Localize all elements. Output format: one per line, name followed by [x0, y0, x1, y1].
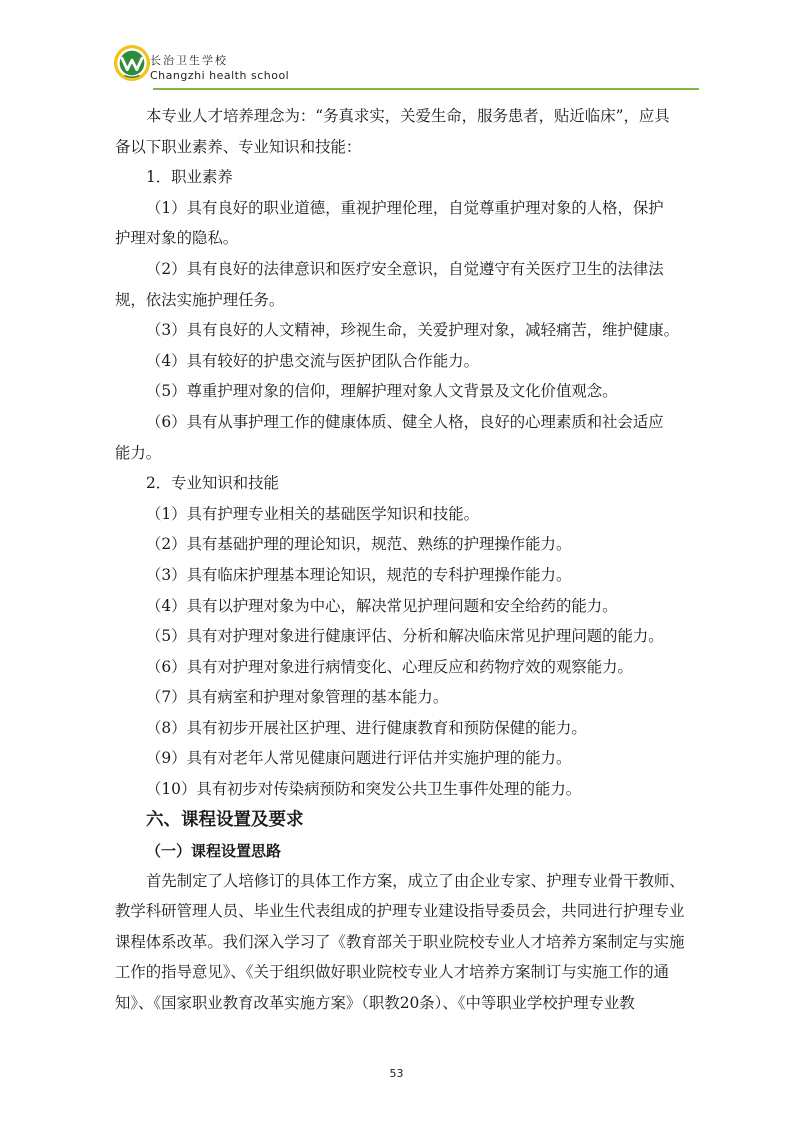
list-item: （2）具有良好的法律意识和医疗安全意识，自觉遵守有关医疗卫生的法律法 [146, 259, 664, 278]
list-item-continuation: 能力。 [115, 443, 162, 462]
paragraph-line: 工作的指导意见》、《关于组织做好职业院校专业人才培养方案制订与实施工作的通 [115, 963, 670, 982]
paragraph-line: 首先制定了人培修订的具体工作方案，成立了由企业专家、护理专业骨干教师、 [146, 871, 685, 890]
list-item: （5）具有对护理对象进行健康评估、分析和解决临床常见护理问题的能力。 [146, 627, 664, 646]
list-item: （8）具有初步开展社区护理、进行健康教育和预防保健的能力。 [146, 718, 587, 737]
paragraph-line: 教学科研管理人员、毕业生代表组成的护理专业建设指导委员会，共同进行护理专业 [115, 902, 685, 921]
school-name-chinese: 长治卫生学校 [150, 54, 228, 67]
list-item-continuation: 护理对象的隐私。 [115, 229, 239, 248]
list-item: （4）具有以护理对象为中心，解决常见护理问题和安全给药的能力。 [146, 596, 618, 615]
list-item: （5）尊重护理对象的信仰，理解护理对象人文背景及文化价值观念。 [146, 382, 618, 401]
list-item: （2）具有基础护理的理论知识，规范、熟练的护理操作能力。 [146, 535, 572, 554]
intro-line: 备以下职业素养、专业知识和技能： [115, 137, 362, 156]
paragraph-line: 课程体系改革。我们深入学习了《教育部关于职业院校专业人才培养方案制定与实施 [115, 932, 685, 951]
intro-line: 本专业人才培养理念为：“务真求实，关爱生命，服务患者，贴近临床”，应具 [146, 107, 670, 125]
list-item: （1）具有护理专业相关的基础医学知识和技能。 [146, 504, 479, 523]
list-item: （6）具有对护理对象进行病情变化、心理反应和药物疗效的观察能力。 [146, 657, 633, 676]
list-item: （9）具有对老年人常见健康问题进行评估并实施护理的能力。 [146, 749, 572, 768]
list-item: （1）具有良好的职业道德，重视护理伦理，自觉尊重护理对象的人格，保护 [146, 198, 664, 217]
school-logo-icon [113, 44, 151, 82]
list-item: （7）具有病室和护理对象管理的基本能力。 [146, 688, 449, 707]
list-item: （3）具有良好的人文精神，珍视生命，关爱护理对象，减轻痛苦，维护健康。 [146, 321, 680, 340]
header-divider [153, 88, 699, 90]
section-title-knowledge-skills: 2．专业知识和技能 [146, 474, 279, 493]
page-body [115, 101, 700, 1019]
page-number: 53 [389, 1067, 404, 1080]
section-title-professional-qualities: 1．职业素养 [146, 168, 233, 187]
list-item-continuation: 规，依法实施护理任务。 [115, 290, 285, 309]
chapter-heading: 六、课程设置及要求 [146, 809, 304, 830]
list-item: （4）具有较好的护患交流与医护团队合作能力。 [146, 351, 479, 370]
subsection-heading: （一）课程设置思路 [146, 841, 282, 860]
list-item: （6）具有从事护理工作的健康体质、健全人格，良好的心理素质和社会适应 [146, 412, 664, 431]
school-name-english: Changzhi health school [150, 69, 290, 82]
paragraph-line: 知》、《国家职业教育改革实施方案》（职教20条）、《中等职业学校护理专业教 [115, 994, 635, 1013]
page-header [113, 42, 699, 92]
list-item: （10）具有初步对传染病预防和突发公共卫生事件处理的能力。 [146, 780, 582, 799]
list-item: （3）具有临床护理基本理论知识，规范的专科护理操作能力。 [146, 565, 572, 584]
